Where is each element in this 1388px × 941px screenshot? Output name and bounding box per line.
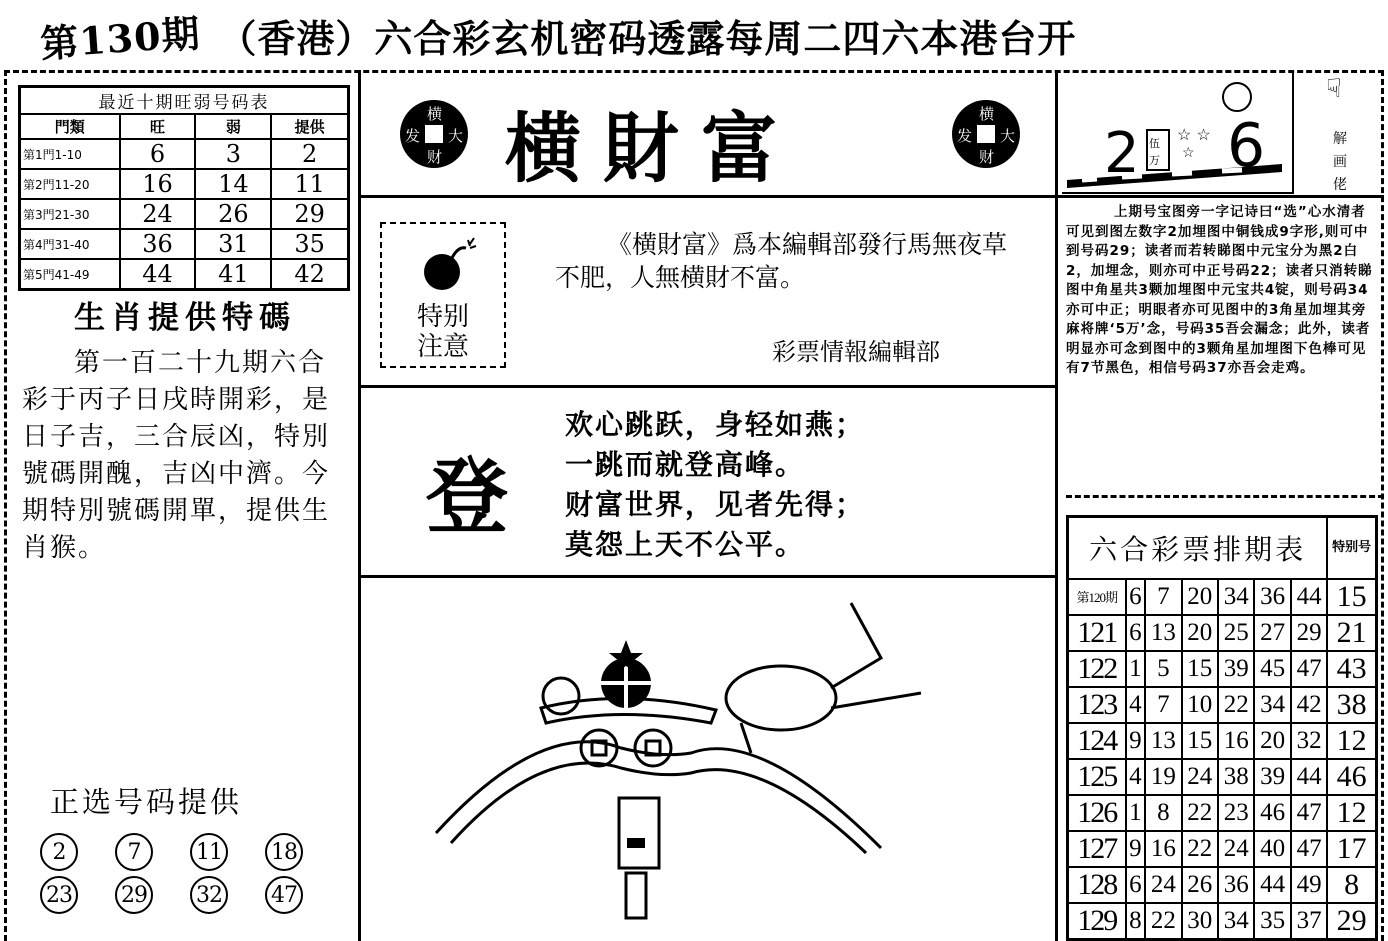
- table-row: [1068, 615, 1377, 651]
- table-cell: 41: [195, 259, 271, 290]
- draw-number: 4: [1126, 687, 1146, 723]
- draw-number: 34: [1218, 579, 1254, 615]
- draw-number: 45: [1254, 651, 1290, 687]
- hint-label: ☟ 解 画 佬: [1326, 74, 1347, 193]
- table-row: [20, 259, 349, 290]
- pick-number: 23: [40, 876, 78, 914]
- hot-cold-table: [18, 85, 350, 291]
- row-label: 第4門31-40: [20, 229, 120, 259]
- pick-number: 47: [265, 876, 303, 914]
- table-row: [20, 229, 349, 259]
- special-number: 12: [1327, 795, 1376, 831]
- period-label: 129: [1068, 903, 1126, 940]
- table-row: [1068, 687, 1377, 723]
- puzzle-drawing: [1062, 72, 1294, 192]
- draw-number: 47: [1291, 831, 1327, 867]
- row-label: 第3門21-30: [20, 199, 120, 229]
- draw-number: 46: [1254, 795, 1290, 831]
- draw-number: 6: [1126, 867, 1146, 903]
- draw-number: 13: [1145, 723, 1181, 759]
- poem: [565, 405, 865, 565]
- table-row: [1068, 723, 1377, 759]
- draw-number: 5: [1145, 651, 1181, 687]
- divider: [361, 385, 1055, 388]
- draw-number: 6: [1126, 579, 1146, 615]
- pointing-hand-icon: ☟: [1326, 74, 1342, 104]
- special-number: 17: [1327, 831, 1376, 867]
- draw-number: 22: [1182, 831, 1218, 867]
- pick-number: 7: [115, 833, 153, 871]
- draw-number: 30: [1182, 903, 1218, 940]
- period-label: 125: [1068, 759, 1126, 795]
- row-label: 第1門1-10: [20, 139, 120, 169]
- draw-number: 8: [1145, 795, 1181, 831]
- draw-number: 7: [1145, 687, 1181, 723]
- pick-number: 32: [190, 876, 228, 914]
- notice-signature: 彩票情報編輯部: [772, 338, 940, 366]
- puzzle-explanation: 上期号宝图旁一字记诗曰“选”心水清者可见到图左数字2加埋图中铜钱成9字形,则可中到号码29；读者而若转睇图中元宝分为黑2白2，加埋念，则亦可中正号码22；读者只消转睇图中角星共3颗加埋图中元宝共4锭，则号码34亦可中正；明眼者亦可见图中的3角星加埋其旁麻将牌‘5万’念，号码35吾会漏念；此外，读者明显亦可念到图中的3颗角星加埋图下色棒可见有7节黑色，相信号码37亦吾会走鸡。: [1066, 204, 1373, 376]
- draw-number: 13: [1145, 615, 1181, 651]
- draw-number: 20: [1254, 723, 1290, 759]
- special-number: 46: [1327, 759, 1376, 795]
- pick-number: 11: [190, 833, 228, 871]
- table-cell: 6: [120, 139, 196, 169]
- table-row: [20, 169, 349, 199]
- draw-number: 15: [1182, 723, 1218, 759]
- special-number: 38: [1327, 687, 1376, 723]
- draw-number: 23: [1218, 795, 1254, 831]
- draw-number: 15: [1182, 651, 1218, 687]
- poem-line: 欢心跳跃，身轻如燕；: [565, 408, 866, 441]
- draw-number: 44: [1291, 579, 1327, 615]
- zodiac-text: 第一百二十九期六合彩于丙子日戌時開彩，是日子吉，三合辰凶，特別號碼開醜，吉凶中濟。今期特別號碼開單，提供生肖猴。: [22, 348, 331, 563]
- notice-box: [380, 222, 506, 368]
- puzzle-image: [1062, 72, 1294, 194]
- special-number: 29: [1327, 903, 1376, 940]
- draw-number: 4: [1126, 759, 1146, 795]
- draw-number: 26: [1182, 867, 1218, 903]
- draw-number: 20: [1182, 615, 1218, 651]
- draw-number: 49: [1291, 867, 1327, 903]
- table-row: [1068, 651, 1377, 687]
- issue-number: 第130期: [38, 9, 202, 67]
- puzzle-illustration: [361, 578, 1055, 941]
- draw-number: 8: [1126, 903, 1146, 940]
- draw-number: 16: [1145, 831, 1181, 867]
- column-divider: [1055, 70, 1058, 941]
- period-label: 122: [1068, 651, 1126, 687]
- draw-number: 9: [1126, 831, 1146, 867]
- draw-number: 34: [1218, 903, 1254, 940]
- big-character: 登: [426, 450, 509, 545]
- puzzle-digit: 2: [1104, 121, 1140, 186]
- draw-number: 27: [1254, 615, 1290, 651]
- draw-number: 16: [1218, 723, 1254, 759]
- pick-number: 2: [40, 833, 78, 871]
- table-cell: 2: [271, 139, 348, 169]
- draw-number: 35: [1254, 903, 1290, 940]
- draw-number: 24: [1182, 759, 1218, 795]
- coin-icon: 横 发 大 财: [400, 100, 468, 168]
- table-cell: 14: [195, 169, 271, 199]
- draw-number: 1: [1126, 795, 1146, 831]
- table-row: [1068, 831, 1377, 867]
- period-label: 127: [1068, 831, 1126, 867]
- special-number: 8: [1327, 867, 1376, 903]
- draw-number: 42: [1291, 687, 1327, 723]
- draw-number: 38: [1218, 759, 1254, 795]
- draw-number: 7: [1145, 579, 1181, 615]
- col-header: 弱: [195, 114, 271, 139]
- table-cell: 16: [120, 169, 196, 199]
- table-cell: 31: [195, 229, 271, 259]
- row-label: 第5門41-49: [20, 259, 120, 290]
- table-cell: 3: [195, 139, 271, 169]
- draw-number: 40: [1254, 831, 1290, 867]
- period-label: 121: [1068, 615, 1126, 651]
- draw-number: 39: [1254, 759, 1290, 795]
- period-label: 124: [1068, 723, 1126, 759]
- table-cell: 24: [120, 199, 196, 229]
- special-number: 43: [1327, 651, 1376, 687]
- picks-title: 正选号码提供: [50, 785, 243, 819]
- table-row: [1068, 903, 1377, 940]
- period-label: 第120期: [1068, 579, 1126, 615]
- draw-number: 22: [1218, 687, 1254, 723]
- draw-number: 32: [1291, 723, 1327, 759]
- table-cell: 44: [120, 259, 196, 290]
- draw-number: 47: [1291, 795, 1327, 831]
- period-label: 123: [1068, 687, 1126, 723]
- table-row: [20, 199, 349, 229]
- zodiac-title: 生肖提供特碼: [74, 300, 296, 336]
- special-number: 12: [1327, 723, 1376, 759]
- notice-text: 《横財富》爲本編輯部發行馬無夜草不肥，人無横財不富。: [555, 230, 1008, 292]
- col-header: 旺: [120, 114, 196, 139]
- period-label: 126: [1068, 795, 1126, 831]
- draw-number: 39: [1218, 651, 1254, 687]
- draw-number: 22: [1182, 795, 1218, 831]
- header-title: （香港）六合彩玄机密码透露每周二四六本港台开: [218, 16, 1077, 61]
- svg-text:万: 万: [1149, 154, 1160, 167]
- col-header: 門類: [20, 114, 120, 139]
- divider: [1058, 195, 1384, 198]
- table-cell: 35: [271, 229, 348, 259]
- divider: [1066, 495, 1384, 498]
- notice-label: 特别: [416, 302, 469, 332]
- poem-line: 莫怨上天不公平。: [565, 528, 806, 561]
- table-cell: 11: [271, 169, 348, 199]
- draw-number: 1: [1126, 651, 1146, 687]
- table-cell: 42: [271, 259, 348, 290]
- poem-line: 财富世界，见者先得；: [565, 488, 866, 521]
- pick-number: 29: [115, 876, 153, 914]
- special-number: 15: [1327, 579, 1376, 615]
- bomb-icon: [418, 236, 478, 296]
- draw-number: 20: [1182, 579, 1218, 615]
- draw-number: 6: [1126, 615, 1146, 651]
- special-number: 21: [1327, 615, 1376, 651]
- table-row: [1068, 795, 1377, 831]
- draw-number: 9: [1126, 723, 1146, 759]
- special-header: 特别号: [1327, 517, 1376, 579]
- draw-number: 34: [1254, 687, 1290, 723]
- period-label: 128: [1068, 867, 1126, 903]
- table-row: [1068, 759, 1377, 795]
- svg-text:☆ ☆: ☆ ☆: [1177, 125, 1211, 144]
- draw-schedule-table: [1066, 515, 1378, 941]
- draw-number: 24: [1218, 831, 1254, 867]
- coin-icon: 横 发 大 财: [952, 100, 1020, 168]
- table-caption: 最近十期旺弱号码表: [20, 87, 349, 115]
- brand-title: 横財富: [505, 104, 799, 193]
- draw-number: 36: [1254, 579, 1290, 615]
- table-row: [1068, 867, 1377, 903]
- table-cell: 26: [195, 199, 271, 229]
- draw-number: 47: [1291, 651, 1327, 687]
- draw-number: 22: [1145, 903, 1181, 940]
- draw-number: 10: [1182, 687, 1218, 723]
- table-cell: 29: [271, 199, 348, 229]
- svg-text:☆: ☆: [1182, 145, 1195, 161]
- draw-number: 44: [1254, 867, 1290, 903]
- puzzle-digit: 6: [1227, 111, 1266, 181]
- draw-number: 19: [1145, 759, 1181, 795]
- pick-number: 18: [265, 833, 303, 871]
- draw-number: 37: [1291, 903, 1327, 940]
- picks-grid: [40, 833, 340, 914]
- draw-number: 36: [1218, 867, 1254, 903]
- schedule-title: 六合彩票排期表: [1068, 517, 1328, 579]
- table-cell: 36: [120, 229, 196, 259]
- table-row: [20, 139, 349, 169]
- draw-number: 24: [1145, 867, 1181, 903]
- row-label: 第2門11-20: [20, 169, 120, 199]
- notice-label: 注意: [416, 332, 469, 362]
- svg-text:伍: 伍: [1149, 137, 1160, 150]
- col-header: 提供: [271, 114, 348, 139]
- table-row: [1068, 579, 1377, 615]
- draw-number: 29: [1291, 615, 1327, 651]
- draw-number: 44: [1291, 759, 1327, 795]
- page-header: [0, 0, 1388, 70]
- poem-line: 一跳而就登高峰。: [565, 448, 806, 481]
- draw-number: 25: [1218, 615, 1254, 651]
